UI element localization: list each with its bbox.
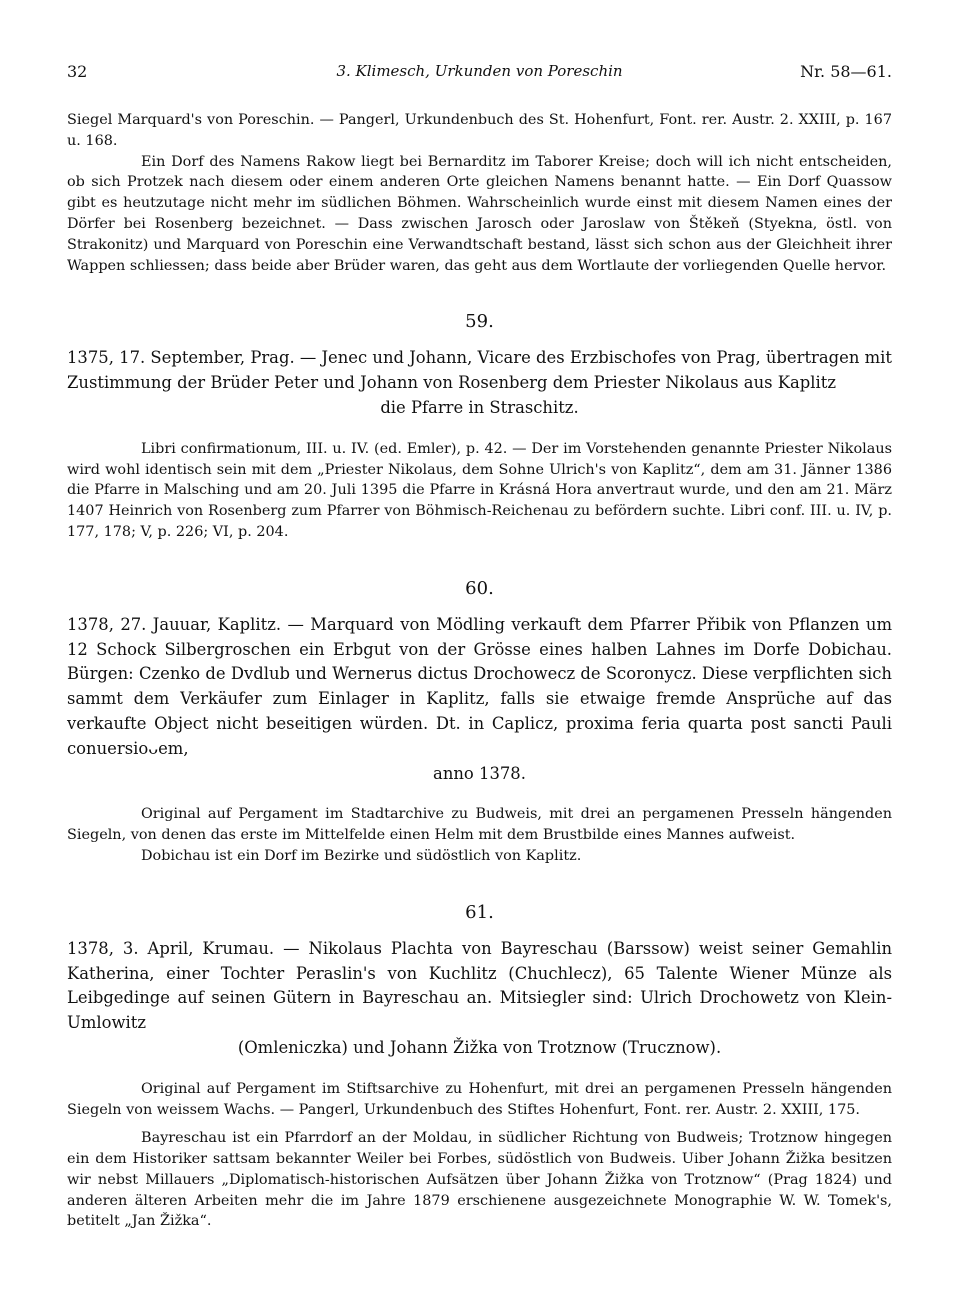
entry-61 [67, 901, 892, 1233]
page-number: 32 [67, 62, 88, 81]
document-range: Nr. 58—61. [800, 62, 892, 81]
regest-end: die Pfarre in Straschitz. [380, 397, 579, 417]
regest-text: 1378, 27. Jauuar, Kaplitz. — Marquard von Mödling verkauft dem Pfarrer Přibik von Pflanzen um 12 Schock Silbergroschen ein Erbgut von der Grösse eines halben Lahnes im Dorfe Dobichau. Bürgen: Czenko de Dvdlub und Wernerus dictus Drochowecz de Scoronycz. Diese verpflichten sich sammt dem Verkäufer zum Einlager in Kaplitz, falls sie etwaige fremde Ansprüche auf das verkaufte Object nicht beseitigen würden. Dt. in Caplicz, proxima feria quarta post sancti Pauli conuersioᴗem, [67, 614, 892, 758]
entry-note: Libri confirmationum, III. u. IV. (ed. Emler), p. 42. — Der im Vorstehenden genannte Priester Nikolaus wird wohl identisch sein mit dem „Priester Nikolaus, dem Sohne Ulrich's von Kaplitz“, dem am 31. Jänner 1386 die Pfarre in Malsching und am 20. Juli 1395 die Pfarre in Krásná Hora anvertraut wurde, und den am 21. März 1407 Heinrich von Rosenberg zum Pfarrer von Böhmisch-Reichenau zu befördern suchte. Libri conf. III. u. IV, p. 177, 178; V, p. 226; VI, p. 204. [67, 440, 892, 540]
entry-note: Dobichau ist ein Dorf im Bezirke und südöstlich von Kaplitz. [141, 847, 582, 864]
regest-text: 1378, 3. April, Krumau. — Nikolaus Plachta von Bayreschau (Barssow) weist seiner Gemahlin Katherina, einer Tochter Peraslin's von Kuchlitz (Chuchlecz), 65 Talente Wiener Münze als Leibgedinge auf seinen Gütern in Bayreschau an. Mitsiegler sind: Ulrich Drochowetz von Klein-Umlowitz [67, 938, 892, 1033]
regest-end: anno 1378. [433, 763, 526, 783]
entry-number: 61. [465, 901, 494, 923]
running-title: 3. Klimesch, Urkunden von Poreschin [336, 62, 623, 80]
intro-notes [67, 110, 892, 276]
intro-note-1: Siegel Marquard's von Poreschin. — Pangerl, Urkundenbuch des St. Hohenfurt, Font. rer. Austr. 2. XXIII, p. 167 u. 168. [67, 112, 892, 149]
entry-number: 60. [465, 577, 494, 599]
entry-note: Original auf Pergament im Stiftsarchive zu Hohenfurt, mit drei an pergamenen Presseln hängenden Siegeln von weissem Wachs. — Pangerl, Urkundenbuch des Stiftes Hohenfurt, Font. rer. Austr. 2. XXIII, 175. [67, 1080, 892, 1118]
regest-text: 1375, 17. September, Prag. — Jenec und Johann, Vicare des Erzbischofes von Prag, übertragen mit Zustimmung der Brüder Peter und Johann von Rosenberg dem Priester Nikolaus aus Kaplitz [67, 348, 892, 393]
entry-regest [67, 937, 892, 1061]
entry-note: Original auf Pergament im Stadtarchive zu Budweis, mit drei an pergamenen Presseln hängenden Siegeln, von denen das erste im Mittelfelde einen Helm mit dem Brustbilde eines Mannes aufweist. [67, 806, 892, 844]
intro-note-2: Ein Dorf des Namens Rakow liegt bei Bernarditz im Taborer Kreise; doch will ich nicht entscheiden, ob sich Protzek nach diesem oder einem anderen Orte gleichen Namens benannt hatte. — Ein Dorf Quassow gibt es heutzutage nicht mehr im südlichen Böhmen. Wahrscheinlich wurde einst mit diesem Namen eines der Dörfer bei Rosenberg bezeichnet. — Dass zwischen Jarosch oder Jaroslaw von Štěkeň (Styekna, östl. von Strakonitz) und Marquard von Poreschin eine Verwandtschaft bestand, lässt sich schon aus der Gleichheit ihrer Wappen schliessen; dass beide aber Brüder waren, das geht aus dem Wortlaute der vorliegenden Quelle hervor. [67, 153, 892, 274]
entry-60 [67, 577, 892, 867]
regest-end: (Omleniczka) und Johann Žižka von Trotznow (Trucznow). [237, 1037, 722, 1057]
entry-59 [67, 310, 892, 542]
page-header [67, 62, 892, 92]
entry-regest [67, 613, 892, 787]
entry-regest [67, 346, 892, 420]
entry-number: 59. [465, 311, 494, 333]
entry-note: Bayreschau ist ein Pfarrdorf an der Moldau, in südlicher Richtung von Budweis; Trotznow hingegen ein dem Historiker sattsam bekannter Weiler bei Forbes, südöstlich von Budweis. Uiber Johann Žižka besitzen wir nebst Millauers „Diplomatisch-historischen Aufsätzen über Johann Žižka von Trotznow“ (Prag 1824) und anderen älteren Arbeiten mehr die im Jahre 1879 erschienene ausgezeichnete Monographie W. W. Tomek's, betitelt „Jan Žižka“. [67, 1130, 892, 1230]
